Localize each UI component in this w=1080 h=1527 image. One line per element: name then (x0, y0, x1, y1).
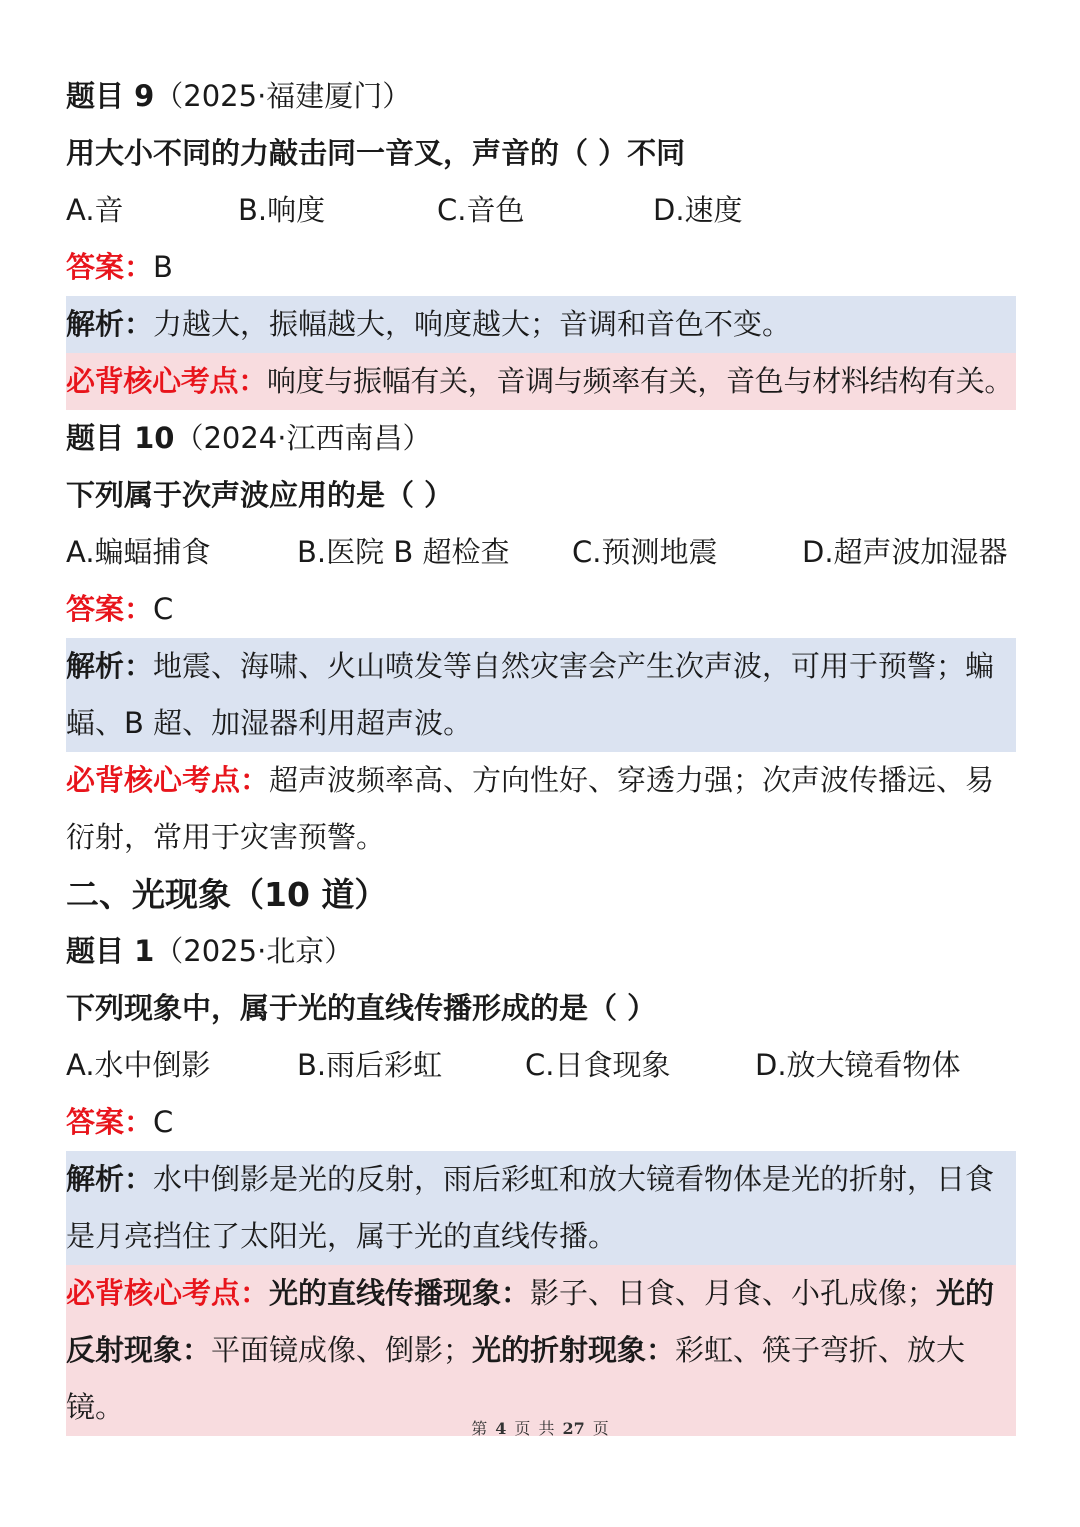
option-d: D.速度 (653, 193, 743, 227)
analysis-label: 解析： (66, 1162, 154, 1196)
option-row (66, 182, 1016, 239)
answer-label: 答案： (66, 1105, 154, 1139)
option-row (66, 524, 1016, 581)
question-source: （2025·北京） (154, 934, 354, 968)
option-b: B.医院 B 超检查 (297, 535, 510, 569)
page-number: 4 (495, 1419, 507, 1438)
question-header (66, 68, 1016, 125)
total-pages: 27 (562, 1419, 585, 1438)
option-d: D.超声波加湿器 (802, 535, 1008, 569)
question-stem: 下列属于次声波应用的是（ ） (66, 478, 454, 512)
question-header (66, 923, 1016, 980)
key-point-block (66, 353, 1016, 410)
answer-value: C (153, 1105, 174, 1139)
answer-line (66, 1094, 1016, 1151)
analysis-text: 地震、海啸、火山喷发等自然灾害会产生次声波，可用于预警；蝙蝠、B 超、加湿器利用超声波。 (66, 649, 995, 740)
analysis-label: 解析： (66, 307, 154, 341)
footer-text: 页 (514, 1419, 531, 1438)
key-point-label: 必背核心考点： (66, 1276, 270, 1310)
option-a: A.水中倒影 (66, 1048, 211, 1082)
analysis-label: 解析： (66, 649, 154, 683)
key-point-label: 必背核心考点： (66, 763, 270, 797)
analysis-text: 力越大，振幅越大，响度越大；音调和音色不变。 (153, 307, 792, 341)
answer-value: C (153, 592, 174, 626)
key-point-text: 响度与振幅有关，音调与频率有关，音色与材料结构有关。 (266, 364, 1014, 398)
option-a: A.音 (66, 193, 124, 227)
question-source: （2025·福建厦门） (154, 79, 412, 113)
option-c: C.预测地震 (572, 535, 718, 569)
question-label: 题目 10 (66, 421, 175, 455)
question-label: 题目 1 (66, 934, 155, 968)
option-b: B.响度 (238, 193, 326, 227)
key-point-text: 平面镜成像、倒影； (211, 1333, 473, 1367)
key-point-label: 必背核心考点： (66, 364, 267, 398)
question-stem: 下列现象中，属于光的直线传播形成的是（ ） (66, 991, 657, 1025)
answer-line (66, 581, 1016, 638)
answer-label: 答案： (66, 250, 154, 284)
option-d: D.放大镜看物体 (755, 1048, 961, 1082)
key-point-block (66, 1265, 1016, 1436)
footer-text: 共 (538, 1419, 555, 1438)
question-stem: 用大小不同的力敲击同一音叉，声音的（ ）不同 (66, 136, 686, 170)
key-point-sublabel: 光的折射现象： (472, 1333, 676, 1367)
key-point-sublabel: 光的反射现象： (66, 1276, 995, 1367)
key-point-text: 超声波频率高、方向性好、穿透力强；次声波传播远、易衍射，常用于灾害预警。 (66, 763, 995, 854)
key-point-text: 影子、日食、月食、小孔成像； (530, 1276, 937, 1310)
answer-label: 答案： (66, 592, 154, 626)
answer-line (66, 239, 1016, 296)
key-point-block (66, 752, 1016, 866)
analysis-block (66, 296, 1016, 353)
option-b: B.雨后彩虹 (297, 1048, 443, 1082)
page-footer (0, 1416, 1080, 1439)
section-title: 二、光现象（10 道） (66, 875, 388, 914)
footer-suffix: 页 (592, 1419, 609, 1438)
analysis-block (66, 638, 1016, 752)
option-row (66, 1037, 1016, 1094)
key-point-text: 彩虹、筷子弯折、放大镜。 (66, 1333, 966, 1424)
analysis-text: 水中倒影是光的反射，雨后彩虹和放大镜看物体是光的折射，日食是月亮挡住了太阳光，属于光的直线传播。 (66, 1162, 995, 1253)
footer-prefix: 第 (471, 1419, 488, 1438)
question-header (66, 410, 1016, 467)
analysis-block (66, 1151, 1016, 1265)
option-a: A.蝙蝠捕食 (66, 535, 211, 569)
document-page (66, 68, 1016, 1436)
option-c: C.日食现象 (525, 1048, 671, 1082)
question-label: 题目 9 (66, 79, 155, 113)
key-point-sublabel: 光的直线传播现象： (269, 1276, 531, 1310)
answer-value: B (153, 250, 173, 284)
option-c: C.音色 (437, 193, 525, 227)
question-source: （2024·江西南昌） (174, 421, 432, 455)
